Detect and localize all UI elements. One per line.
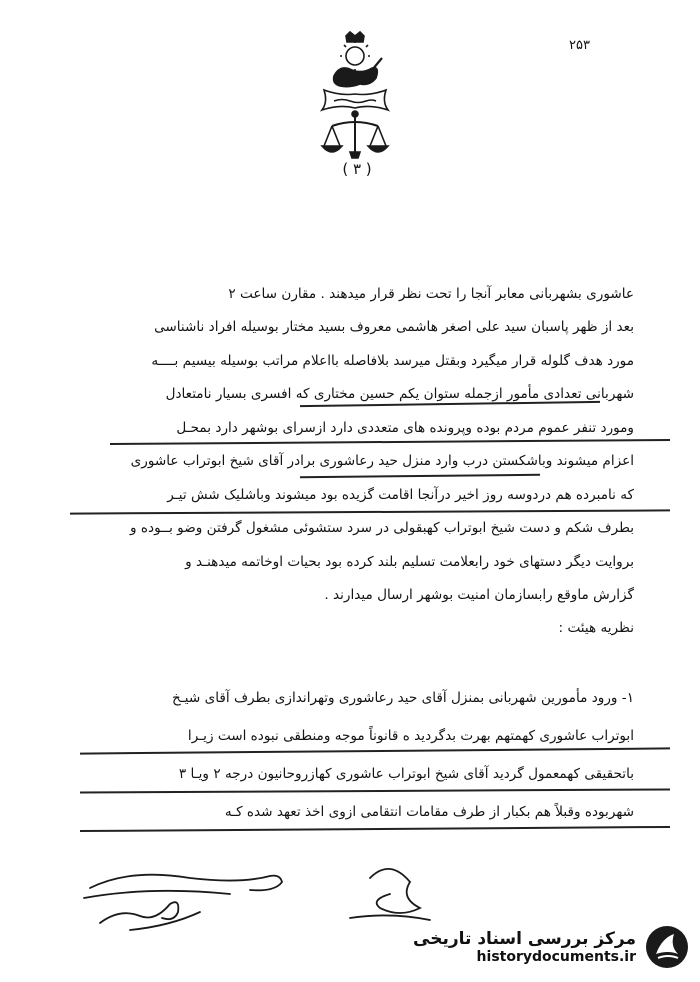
- body-line: مورد هدف گلوله قرار میگیرد وبقتل میرسد بلافاصله بااعلام مراتب بوسیله بیسیم بــــه: [151, 353, 634, 369]
- underline-mark: [80, 788, 670, 793]
- watermark-website: historydocuments.ir: [476, 949, 636, 965]
- handwritten-signature-icon: [70, 838, 450, 938]
- body-line: بعد از ظهر پاسبان سید علی اصغر هاشمی معروف بسید مختار بوسیله افراد ناشناسی: [154, 319, 634, 335]
- body-line: بروایت دیگر دستهای خود رابعلامت تسلیم بلند کرده بود بحیات اوخاتمه میدهنـد و: [185, 554, 634, 570]
- opinion-line: شهربوده وقبلاً هم بکبار از طرف مقامات انتقامی ازوی اخذ تعهد شده کـه: [224, 804, 634, 820]
- body-line: اعزام میشوند وباشکستن درب وارد منزل حید رعاشوری برادر آقای شیخ ابوتراب عاشوری: [130, 453, 634, 469]
- underline-mark: [80, 747, 670, 754]
- opinion-line: ۱- ورود مأمورین شهربانی بمنزل آقای حید رعاشوری وتهراندازی بطرف آقای شیـخ: [172, 690, 634, 706]
- open-book-logo-icon: [644, 924, 690, 970]
- underline-mark: [300, 474, 540, 478]
- page-number: ۲۵۳: [569, 38, 590, 53]
- opinion-line: ابوتراب عاشوری کهمتهم بهرت بدگردید ه قانوناً موجه ومنطقی نبوده است زیـرا: [187, 728, 634, 744]
- underline-mark: [70, 509, 670, 514]
- underline-mark: [110, 439, 670, 445]
- watermark-title: مرکز بررسی اسناد تاریخی: [413, 929, 636, 949]
- body-line: شهربانی تعدادی مأمور ازجمله ستوان یکم حسین مختاری که افسری بسیار نامتعادل: [165, 386, 634, 402]
- body-line: ومورد تنفر عموم مردم بوده وپرونده های متعددی دارد ازسرای بوشهر دارد بمحـل: [176, 420, 634, 436]
- lion-and-sun-scales-of-justice-emblem-icon: [310, 30, 400, 180]
- document-sequence-label: ( ۳ ): [342, 160, 372, 178]
- body-line: که نامبرده هم دردوسه روز اخیر درآنجا اقامت گزیده بود میشوند وباشلیک شش تیـر: [167, 487, 634, 503]
- opinion-heading: نظریه هیئت :: [558, 620, 634, 636]
- underline-mark: [80, 826, 670, 832]
- body-line: بطرف شکم و دست شیخ ابوتراب کهبقولی در سرد ستشوئی مشغول گرفتن وضو بــوده و: [130, 520, 634, 536]
- body-line: عاشوری بشهربانی معابر آنجا را تحت نظر قرار میدهند . مقارن ساعت ۲: [228, 286, 634, 302]
- opinion-line: باتحقیقی کهمعمول گردید آقای شیخ ابوتراب عاشوری کهازروحانیون درجه ۲ ویـا ۳: [178, 766, 634, 782]
- archive-watermark: [410, 922, 690, 972]
- body-line: گزارش ماوقع رابسازمان امنیت بوشهر ارسال میدارند .: [324, 587, 634, 603]
